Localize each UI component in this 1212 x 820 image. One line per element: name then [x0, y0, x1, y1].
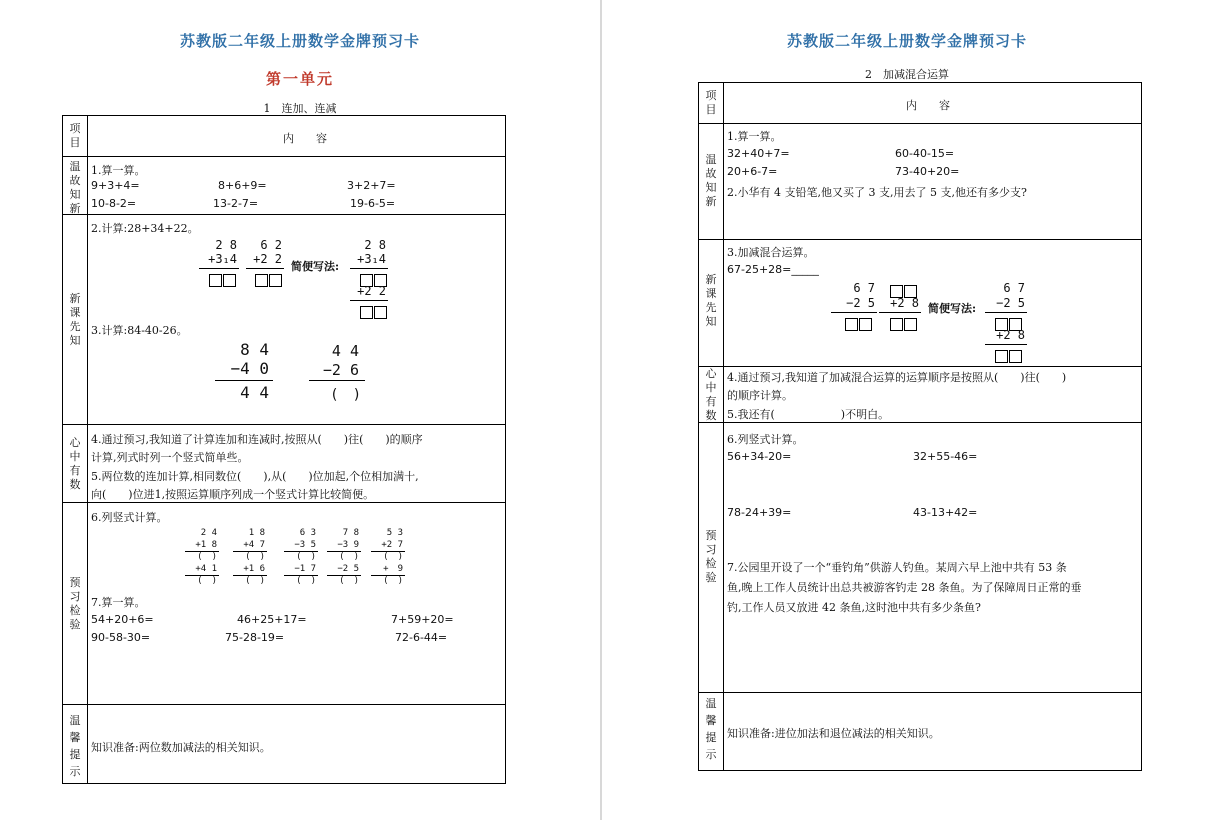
vertical-digits: 8 4: [240, 340, 269, 359]
vertical-digits: 2 4: [200, 528, 217, 538]
q5-line: 5.两位数的连加计算,相同数位( ),从( )位加起,个位相加满十,: [91, 470, 419, 483]
vertical-digits: +3₁4: [357, 252, 386, 266]
answer-boxes[interactable]: [845, 314, 873, 333]
vertical-digits: −3 9: [337, 540, 359, 550]
vertical-digits: 6 7: [853, 281, 875, 295]
q4-line: 4.通过预习,我知道了加减混合运算的运算顺序是按照从( )往( ): [727, 371, 1067, 384]
q5-text: 5.我还有( )不明白。: [727, 408, 890, 421]
col-item-header: 项 目: [69, 122, 81, 149]
q1-item: 13-2-7=: [213, 197, 259, 210]
q4-line: 4.通过预习,我知道了计算连加和连减时,按照从( )往( )的顺序: [91, 433, 423, 446]
q7-line: 鱼,晚上工作人员统计出总共被游客钓走 28 条鱼。为了保障周日正常的垂: [727, 581, 1082, 594]
answer-blank[interactable]: ( ): [330, 387, 361, 403]
q1-item: 19-6-5=: [350, 197, 396, 210]
q7-item: 7+59+20=: [391, 613, 454, 626]
vertical-digits: 6 7: [1003, 281, 1025, 295]
vertical-digits: −1 7: [294, 564, 316, 574]
q7-item: 72-6-44=: [395, 631, 448, 644]
answer-blank[interactable]: ( ): [339, 576, 359, 586]
worksheet-table: [62, 115, 506, 784]
q7-item: 46+25+17=: [237, 613, 307, 626]
vertical-digits: +2 8: [996, 328, 1025, 342]
tip-text: 知识准备:进位加法和退位减法的相关知识。: [727, 727, 940, 740]
answer-blank[interactable]: ( ): [197, 576, 217, 586]
vertical-digits: −3 5: [294, 540, 316, 550]
answer-blank[interactable]: ( ): [197, 552, 217, 562]
answer-boxes[interactable]: [360, 302, 388, 321]
vertical-digits: 6 2: [260, 238, 282, 252]
vertical-digits: −2 5: [337, 564, 359, 574]
unit-title: 第一单元: [265, 70, 334, 88]
col-content-header: 内 容: [906, 99, 950, 112]
q6-item: 43-13+42=: [913, 506, 978, 519]
vertical-digits: −2 5: [996, 296, 1025, 310]
vertical-digits: 4 4: [331, 342, 359, 360]
answer-blank[interactable]: ( ): [245, 552, 265, 562]
answer-blank[interactable]: ( ): [296, 576, 316, 586]
q2-text: 2.小华有 4 支铅笔,他又买了 3 支,用去了 5 支,他还有多少支?: [727, 186, 1027, 199]
page-right: [602, 0, 1212, 820]
vertical-digits: +4 7: [243, 540, 265, 550]
vertical-digits: +2 8: [890, 296, 919, 310]
q7-line: 钓,工作人员又放进 42 条鱼,这时池中共有多少条鱼?: [727, 601, 981, 614]
q1-item: 3+2+7=: [347, 179, 396, 192]
tip-text: 知识准备:两位数加减法的相关知识。: [91, 741, 271, 754]
q7-item: 90-58-30=: [91, 631, 151, 644]
vertical-digits: −2 6: [322, 361, 359, 379]
q5-line: 向( )位进1,按照运算顺序列成一个竖式计算比较简便。: [91, 488, 375, 501]
q3-title: 3.加减混合运算。: [727, 246, 815, 259]
vertical-digits: +1 8: [195, 540, 217, 550]
q6-title: 6.列竖式计算。: [727, 433, 804, 446]
vertical-digits: +2 7: [381, 540, 403, 550]
q6-item: 32+55-46=: [913, 450, 978, 463]
answer-boxes[interactable]: [995, 346, 1023, 365]
vertical-digits: −4 0: [230, 359, 269, 378]
answer-blank[interactable]: ( ): [296, 552, 316, 562]
q4-line: 的顺序计算。: [727, 389, 793, 402]
q1-item: 9+3+4=: [91, 179, 140, 192]
q1-item: 20+6-7=: [727, 165, 778, 178]
q7-item: 75-28-19=: [225, 631, 285, 644]
section-label-check: 预 习 检 验: [69, 576, 81, 631]
vertical-digits: +1 6: [243, 564, 265, 574]
worksheet-table: [698, 82, 1142, 771]
q2-title: 2.计算:28+34+22。: [91, 222, 199, 235]
vertical-digits: +2 2: [357, 284, 386, 298]
answer-blank[interactable]: ( ): [383, 576, 403, 586]
vertical-digits: +4 1: [195, 564, 217, 574]
answer-boxes[interactable]: [255, 270, 283, 289]
vertical-digits: 5 3: [386, 528, 403, 538]
q1-item: 10-8-2=: [91, 197, 137, 210]
q1-item: 60-40-15=: [895, 147, 955, 160]
answer-blank[interactable]: ( ): [383, 552, 403, 562]
section-label-tip: 温 馨 提 示: [69, 714, 81, 778]
vertical-digits: −2 5: [846, 296, 875, 310]
vertical-digits: +2 2: [253, 252, 282, 266]
vertical-digits: 6 3: [299, 528, 316, 538]
section-label-mind: 心 中 有 数: [705, 367, 717, 422]
answer-boxes[interactable]: [209, 270, 237, 289]
q1-item: 73-40+20=: [895, 165, 960, 178]
q1-item: 8+6+9=: [218, 179, 267, 192]
q4-line: 计算,列式时列一个竖式简单些。: [91, 451, 249, 464]
section-label-new: 新 课 先 知: [69, 292, 81, 347]
simple-method-label: 简便写法:: [928, 302, 977, 315]
lesson-title: 2 加减混合运算: [865, 68, 949, 81]
vertical-digits: 2 8: [364, 238, 386, 252]
col-content-header: 内 容: [283, 132, 327, 145]
section-label-check: 预 习 检 验: [705, 529, 717, 584]
q3-expression: 67-25+28=_____: [727, 263, 819, 276]
section-label-tip: 温 馨 提 示: [705, 697, 717, 761]
section-label-review: 温 故 知 新: [705, 153, 717, 208]
q6-item: 78-24+39=: [727, 506, 792, 519]
vertical-digits: 4 4: [240, 383, 269, 402]
q6-title: 6.列竖式计算。: [91, 511, 168, 524]
col-item-header: 项 目: [705, 89, 717, 116]
section-label-mind: 心 中 有 数: [69, 436, 81, 491]
section-label-review: 温 故 知 新: [69, 160, 81, 215]
q3-title: 3.计算:84-40-26。: [91, 324, 188, 337]
q7-title: 7.算一算。: [91, 596, 146, 609]
q1-item: 32+40+7=: [727, 147, 790, 160]
vertical-digits: 1 8: [248, 528, 265, 538]
q7-line: 7.公园里开设了一个“垂钓角”供游人钓鱼。某周六早上池中共有 53 条: [727, 561, 1067, 574]
q7-item: 54+20+6=: [91, 613, 154, 626]
answer-blank[interactable]: ( ): [245, 576, 265, 586]
lesson-title: 1 连加、连减: [263, 102, 337, 115]
page-header: 苏教版二年级上册数学金牌预习卡: [786, 32, 1027, 50]
page-header: 苏教版二年级上册数学金牌预习卡: [179, 32, 420, 50]
answer-boxes[interactable]: [890, 314, 918, 333]
section-label-new: 新 课 先 知: [705, 273, 717, 328]
q6-item: 56+34-20=: [727, 450, 792, 463]
vertical-digits: + 9: [383, 564, 403, 574]
q1-title: 1.算一算。: [727, 130, 782, 143]
q1-title: 1.算一算。: [91, 164, 146, 177]
vertical-digits: 2 8: [215, 238, 237, 252]
vertical-digits: 7 8: [342, 528, 359, 538]
vertical-digits: +3₁4: [208, 252, 237, 266]
answer-blank[interactable]: ( ): [339, 552, 359, 562]
simple-method-label: 简便写法:: [291, 260, 340, 273]
page-left: [0, 0, 600, 820]
